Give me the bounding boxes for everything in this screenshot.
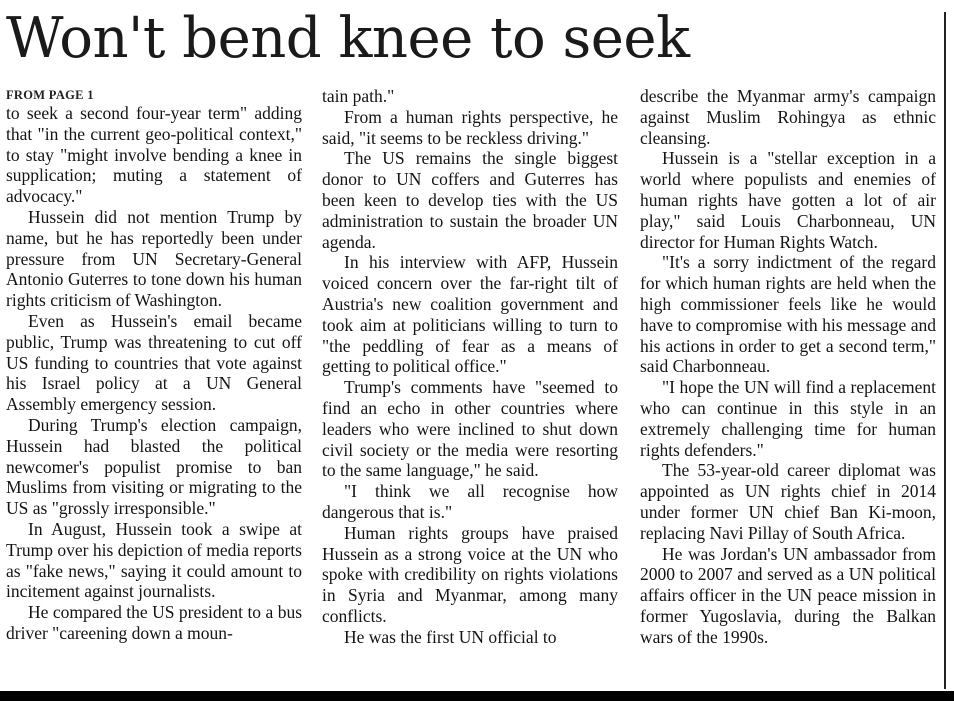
column-rule [944, 12, 946, 689]
headline: Won't bend knee to seek [6, 6, 690, 71]
paragraph: He was the first UN official to [344, 626, 557, 647]
paragraph: "It's a sorry indictment of the regard for which human rights are held when the high commissioner feels like he would have to compromise with his message and his actions in order to get a second term," said Charbonneau. [640, 252, 936, 377]
paragraph: Even as Hussein's email became public, Trump was threatening to cut off US funding to countries that vote against his Israel policy at a UN General Assembly emergency session. [6, 310, 302, 415]
article-column-1 [6, 86, 302, 644]
paragraph: Hussein is a "stellar exception in a world where populists and enemies of human rights have gotten a lot of air play," said Louis Charbonneau, UN director for Human Rights Watch. [640, 148, 936, 252]
paragraph: "I think we all recognise how dangerous that is." [322, 481, 618, 522]
paragraph: Trump's comments have "seemed to find an echo in other countries where leaders who were inclined to shut down civil society or the media were resorting to the same language," he said. [322, 377, 618, 481]
paragraph: He compared the US president to a bus driver "careening down a moun- [6, 602, 302, 643]
paragraph: to seek a second four-year term" adding that "in the current geo-political context," to stay "might involve bending a knee in supplication; muting a statement of advocacy." [6, 103, 302, 207]
continuation-kicker: FROM PAGE 1 [6, 88, 94, 102]
paragraph: In August, Hussein took a swipe at Trump over his depiction of media reports as "fake news," saying it could amount to incitement against journalists. [6, 518, 302, 602]
paragraph: Human rights groups have praised Hussein as a strong voice at the UN who spoke with credibility on rights violations in Syria and Myanmar, among many conflicts. [322, 522, 618, 626]
paragraph: tain path." [322, 86, 395, 106]
article-column-3 [640, 86, 936, 648]
bottom-border [0, 691, 954, 701]
paragraph: "I hope the UN will find a replacement who can continue in this style in an extremely challenging time for human rights defenders." [640, 377, 936, 460]
paragraph: describe the Myanmar army's campaign against Muslim Rohingya as ethnic cleansing. [640, 86, 936, 148]
paragraph: The US remains the single biggest donor to UN coffers and Guterres has been keen to develop ties with the US administration to sustain the broader UN agenda. [322, 148, 618, 252]
paragraph: He was Jordan's UN ambassador from 2000 to 2007 and served as a UN political affairs officer in the UN peace mission in former Yugoslavia, during the Balkan wars of the 1990s. [640, 543, 936, 647]
paragraph: From a human rights perspective, he said, "it seems to be reckless driving." [322, 106, 618, 148]
paragraph: In his interview with AFP, Hussein voiced concern over the far-right tilt of Austria's new coalition government and took aim at politicians willing to turn to "the peddling of fear as a means of getting to political office." [322, 252, 618, 377]
paragraph: The 53-year-old career diplomat was appointed as UN rights chief in 2014 under former UN chief Ban Ki-moon, replacing Navi Pillay of South Africa. [640, 460, 936, 543]
paragraph: During Trump's election campaign, Hussein had blasted the political newcomer's populist promise to ban Muslims from visiting or migrating to the US as "grossly irresponsible." [6, 414, 302, 519]
paragraph: Hussein did not mention Trump by name, but he has reportedly been under pressure from UN Secretary-General Antonio Guterres to tone down his human rights criticism of Washington. [6, 206, 302, 311]
article-column-2 [322, 86, 618, 648]
